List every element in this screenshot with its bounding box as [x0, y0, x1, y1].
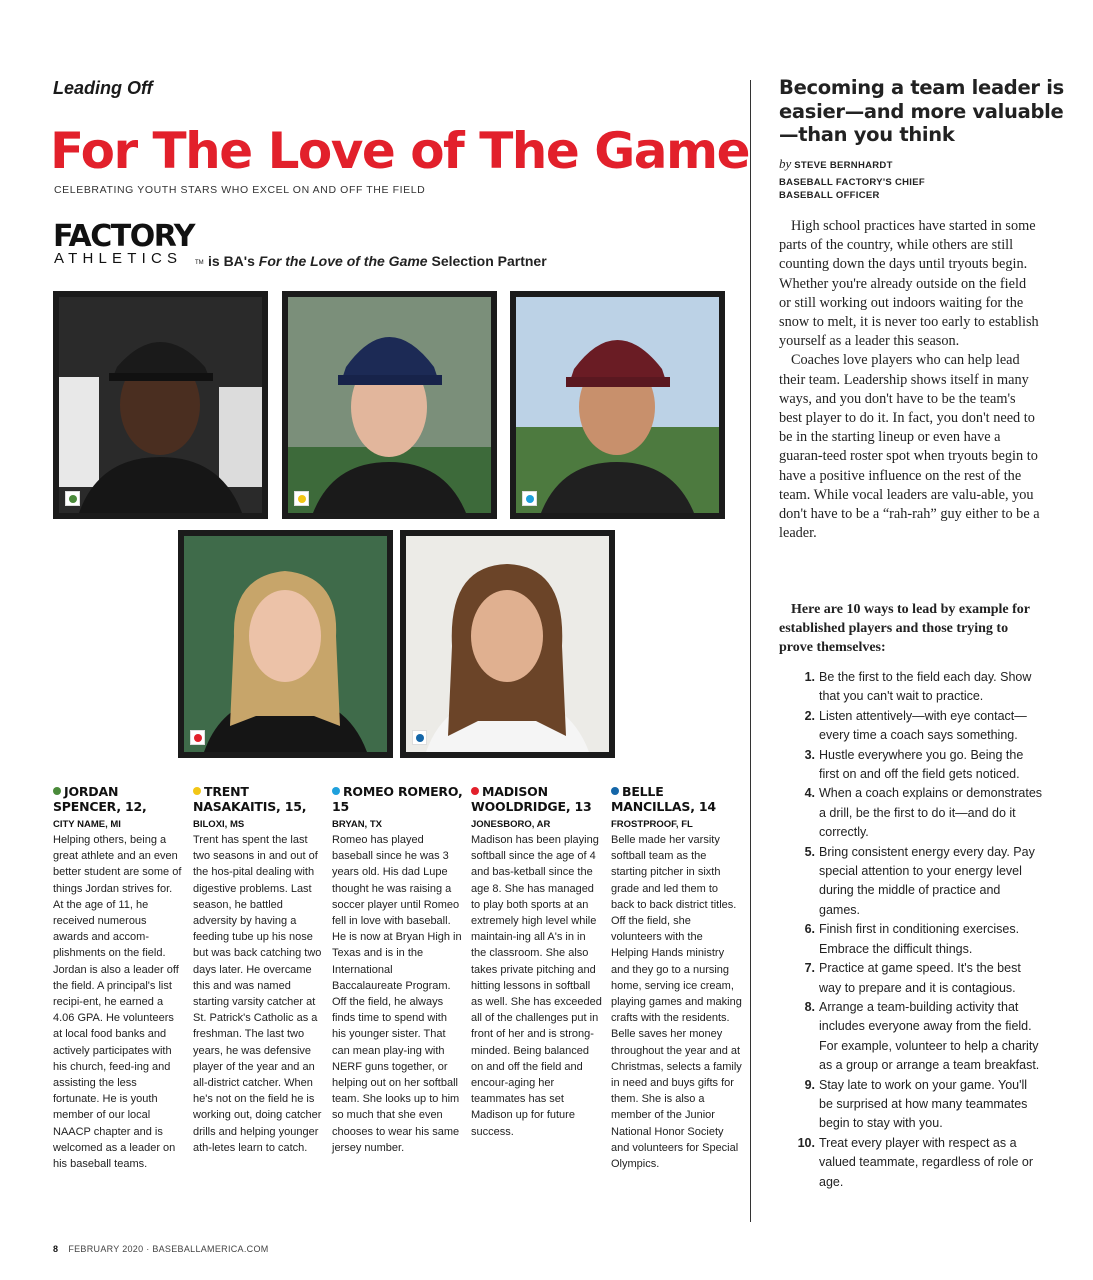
list-item: [779, 746, 1044, 785]
page-footer: [53, 1244, 269, 1254]
bio-name: ROMEO ROMERO, 15: [332, 784, 463, 814]
athlete-photo-image: [516, 297, 719, 513]
color-dot: [53, 787, 61, 795]
list-item: [779, 668, 1044, 707]
bio-madison: [471, 784, 603, 1140]
factory-logo-top: FACTORY: [53, 219, 194, 254]
list-item: [779, 707, 1044, 746]
tip-text: Treat every player with respect as a valued teammate, regardless of role or age.: [819, 1135, 1033, 1189]
list-item: [779, 959, 1044, 998]
partner-text-italic: For the Love of the Game: [258, 253, 428, 269]
athlete-photo-jordan: [53, 291, 268, 519]
partner-text-before: is BA's: [208, 253, 255, 269]
athlete-photo-image: [288, 297, 491, 513]
athlete-photo-image: [184, 536, 387, 752]
list-item: [779, 1076, 1044, 1134]
bio-trent: [193, 784, 325, 1156]
factory-logo-bottom: ATHLETICS: [54, 250, 183, 267]
athlete-photo-madison: [178, 530, 393, 758]
tips-list: [779, 668, 1044, 1192]
bio-text: Romeo has played baseball since he was 3 years old. His dad Lupe thought he was raising a soccer player until Romeo fell in love with baseball. He is now at Bryan High in Texas and is in the International Baccalaureate Program. Off the field, he always finds time to spend with his younger sister. That can mean play-ing with NERF guns together, or helping out on her softball team. She looks up to him so much that she even chooses to wear his same jersey number.: [332, 834, 462, 1154]
author-name: STEVE BERNHARDT: [794, 160, 893, 171]
tip-number: 2.: [804, 708, 815, 723]
athlete-photo-trent: [282, 291, 497, 519]
athlete-photo-image: [59, 297, 262, 513]
sidebar-title: Becoming a team leader is easier—and more valuable—than you think: [779, 76, 1064, 146]
footer-text: FEBRUARY 2020 · BASEBALLAMERICA.COM: [68, 1244, 269, 1254]
tip-number: 9.: [804, 1077, 815, 1092]
bio-name: JORDAN SPENCER, 12,: [53, 784, 147, 814]
body-paragraph: Coaches love players who can help lead their team. Leadership shows itself in many ways, and you don't have to be the team's best player to do it. In fact, you don't need to be in the starting lineup or even have a guaran-teed roster spot when tryouts begin to have a positive influence on the rest of the team. While vocal leaders are valu-able, you don't have to be a “rah-rah” guy either to be a leader.: [779, 352, 1040, 542]
color-dot-badge: [65, 491, 80, 506]
bio-location: CITY NAME, MI: [53, 819, 121, 830]
tips-lead-in: Here are 10 ways to lead by example for established players and those trying to prove themselves:: [779, 602, 1030, 656]
byline-by: by: [779, 156, 792, 171]
sidebar-body: [779, 217, 1041, 543]
bio-jordan: [53, 784, 185, 1172]
bio-location: FROSTPROOF, FL: [611, 819, 693, 830]
tip-number: 1.: [804, 670, 815, 684]
list-item: [779, 1134, 1044, 1192]
list-item: [779, 998, 1044, 1076]
tip-number: 8.: [804, 999, 815, 1014]
color-dot: [193, 787, 201, 795]
section-label: Leading Off: [53, 78, 153, 98]
bio-location: JONESBORO, AR: [471, 819, 551, 830]
athlete-photo-belle: [400, 530, 615, 758]
bio-text: Madison has been playing softball since the age of 4 and bas-ketball since the age 8. She has managed to play both sports at an extremely high level while maintain-ing all A's in in the classroom. She also takes private pitching and hitting lessons in softball as well. She has exceeded all of the challenges put in front of her and is strong-minded. Being balanced on and off the field and encour-aging her teammates has set Madison up for future success.: [471, 834, 602, 1138]
athlete-photo-romeo: [510, 291, 725, 519]
bio-name: MADISON WOOLDRIDGE, 13: [471, 784, 592, 814]
body-paragraph: High school practices have started in some parts of the country, while others are still counting down the days until tryouts begin. Whether you're already outside on the field or still working out indoors waiting for the snow to melt, it is never too early to establish yourself as a leader this season.: [779, 218, 1039, 350]
tip-number: 6.: [804, 922, 815, 937]
bio-location: BRYAN, TX: [332, 819, 382, 830]
tip-number: 10.: [797, 1135, 815, 1150]
partner-text-after: Selection Partner: [431, 253, 547, 269]
athlete-photo-image: [406, 536, 609, 752]
color-dot-badge: [190, 730, 205, 745]
partner-text: [208, 253, 547, 269]
tip-text: When a coach explains or demonstrates a drill, be the first to do it—and do it correctly.: [819, 786, 1043, 840]
list-item: [779, 784, 1044, 842]
column-divider: [750, 80, 751, 1222]
tip-number: 4.: [804, 786, 815, 801]
color-dot: [471, 787, 479, 795]
tip-text: Listen attentively—with eye contact—every time a coach says something.: [819, 708, 1027, 743]
color-dot-badge: [522, 491, 537, 506]
color-dot: [332, 787, 340, 795]
tip-text: Bring consistent energy every day. Pay special attention to your energy level during the middle of practice and games.: [819, 844, 1035, 917]
tip-number: 7.: [804, 961, 815, 976]
list-item: [779, 843, 1044, 921]
page-number: 8: [53, 1244, 59, 1254]
bio-belle: [611, 784, 743, 1172]
bio-text: Helping others, being a great athlete and an even better student are some of things Jordan strives for. At the age of 11, he received numerous awards and accom-plishments on the field. Jordan is also a leader off the field. A principal's list recipi-ent, he earned a 4.06 GPA. He volunteers at local food banks and actively participates with his church, feed-ing and assisting the less fortunate. He is youth member of our local NAACP chapter and is welcomed as a leader on his baseball teams.: [53, 834, 182, 1171]
tip-text: Be the first to the field each day. Show that you can't wait to practice.: [819, 670, 1032, 704]
author-title: BASEBALL FACTORY'S CHIEF BASEBALL OFFICER: [779, 177, 925, 201]
tip-number: 3.: [804, 747, 815, 762]
bio-text: Trent has spent the last two seasons in and out of the hos-pital dealing with digestive problems. Last season, he battled adversity by having a feeding tube up his nose but was back catching two days later. He overcame this and was named starting varsity catcher at St. Patrick's Catholic as a freshman. The last two years, he was defensive player of the year and an all-district catcher. When he's not on the field he is working out, doing catcher drills and helping younger ath-letes learn to catch.: [193, 834, 322, 1154]
color-dot-badge: [294, 491, 309, 506]
list-item: [779, 920, 1044, 959]
tip-text: Practice at game speed. It's the best way to prepare and it is contagious.: [819, 961, 1021, 995]
bio-romeo: [332, 784, 464, 1156]
color-dot-badge: [412, 730, 427, 745]
byline: [779, 156, 893, 172]
tip-text: Finish first in conditioning exercises. Embrace the difficult things.: [819, 922, 1020, 956]
partner-block: [53, 219, 613, 270]
bio-location: BILOXI, MS: [193, 819, 245, 830]
tip-number: 5.: [804, 844, 815, 859]
bio-name: TRENT NASAKAITIS, 15,: [193, 784, 307, 814]
bio-name: BELLE MANCILLAS, 14: [611, 784, 716, 814]
headline: For The Love of The Game: [50, 122, 750, 180]
tip-text: Arrange a team-building activity that includes everyone away from the field. For example, volunteer to help a charity as a group or arrange a team breakfast.: [819, 999, 1040, 1073]
tip-text: Hustle everywhere you go. Being the first on and off the field gets noticed.: [819, 747, 1024, 782]
tip-text: Stay late to work on your game. You'll be surprised at how many teammates begin to stay with you.: [819, 1077, 1028, 1131]
trademark: TM: [195, 260, 204, 266]
color-dot: [611, 787, 619, 795]
subhead: CELEBRATING YOUTH STARS WHO EXCEL ON AND OFF THE FIELD: [54, 184, 426, 196]
bio-text: Belle made her varsity softball team as the starting pitcher in sixth grade and led them to back to back district titles. Off the field, she volunteers with the Helping Hands ministry and they go to a nursing home, serving ice cream, playing games and making crafts with the residents. Belle saves her money throughout the year and at Christmas, selects a family in need and buys gifts for them. She is also a member of the Junior National Honor Society and volunteers for Special Olympics.: [611, 834, 742, 1171]
